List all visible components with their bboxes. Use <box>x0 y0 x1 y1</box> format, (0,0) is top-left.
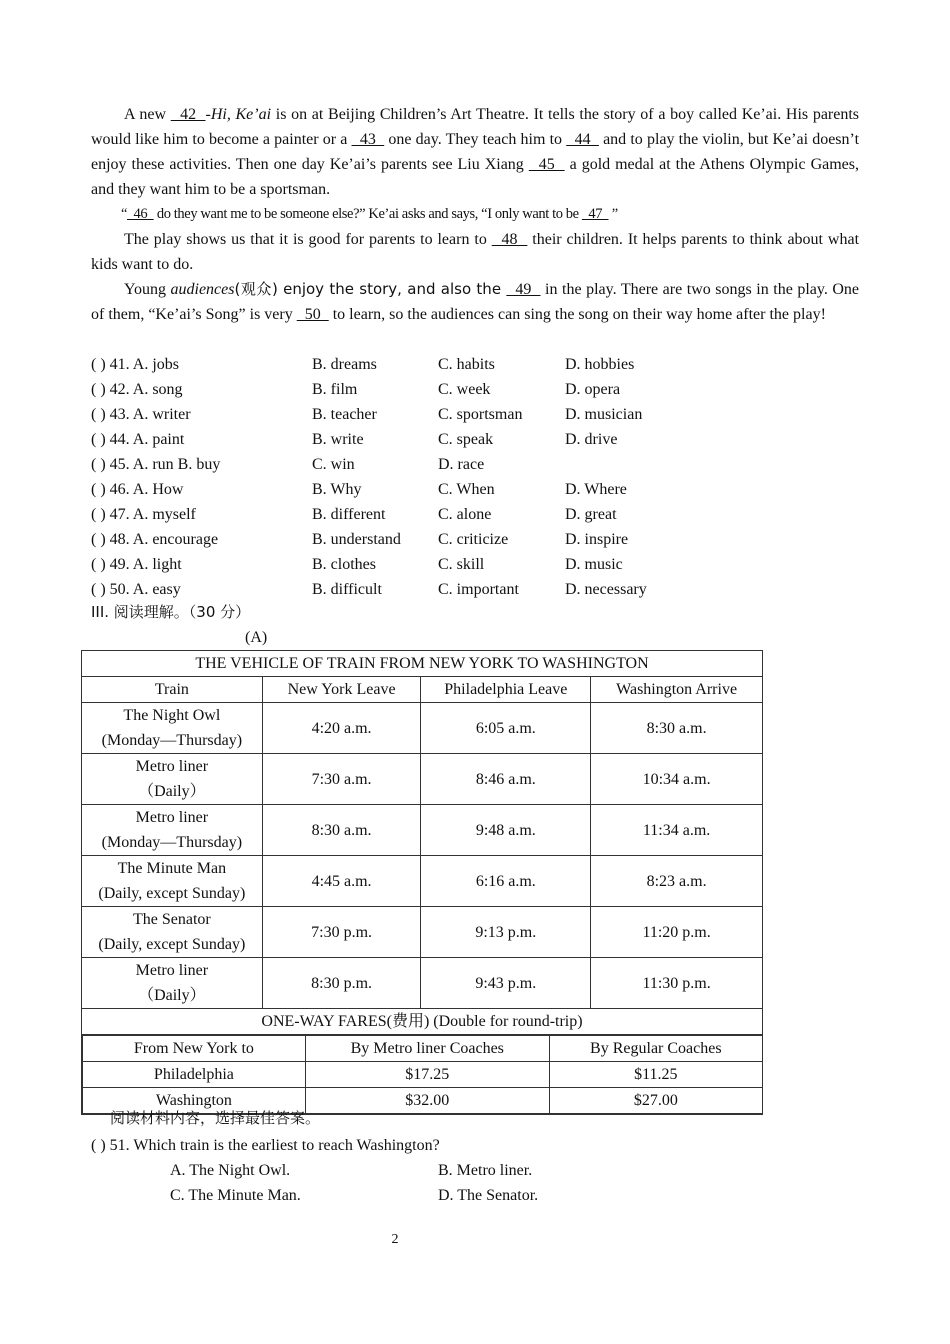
train-row <box>82 805 763 856</box>
new-york-leave: 4:45 a.m. <box>262 856 421 907</box>
passage-paragraph-1: A new 42 -Hi, Ke’ai is on at Beijing Children’s Art Theatre. It tells the story of a boy called Ke’ai. His parents would like him to become a painter or a 43 one day. They teach him to 44 and to play the violin, but Ke’ai doesn’t enjoy these activities. Then one day Ke’ai’s parents see Liu Xiang 45 a gold medal at the Athens Olympic Games, and they want him to be a sportsman. <box>91 106 860 198</box>
question-row <box>91 352 791 377</box>
fares-header: From New York to <box>83 1036 306 1062</box>
philadelphia-leave: 9:13 p.m. <box>421 907 591 958</box>
train-name: Metro liner <box>135 758 209 775</box>
train-name: The Minute Man <box>117 860 227 877</box>
philadelphia-leave: 6:16 a.m. <box>421 856 591 907</box>
option-c: C. skill <box>438 556 485 573</box>
option-d: D. drive <box>565 431 618 448</box>
instruction-text: 阅读材料内容，选择最佳答案。 <box>110 1109 321 1127</box>
question-row <box>91 377 791 402</box>
fare-regular: $27.00 <box>549 1088 762 1114</box>
new-york-leave: 8:30 p.m. <box>262 958 421 1009</box>
option-c: C. speak <box>438 431 494 448</box>
train-name: The Senator <box>132 911 211 928</box>
option-c: D. race <box>438 456 485 473</box>
option-d: D. musician <box>565 406 643 423</box>
blank-49: 49 <box>506 281 541 298</box>
blank-44: 44 <box>566 131 599 148</box>
train-row <box>82 907 763 958</box>
blank-42: 42 <box>170 106 206 123</box>
train-name-cell <box>82 703 263 754</box>
train-name: Metro liner <box>135 962 209 979</box>
option-b: B. difficult <box>312 581 382 598</box>
washington-arrive: 11:34 a.m. <box>591 805 763 856</box>
train-row <box>82 856 763 907</box>
option-b: B. film <box>312 381 358 398</box>
blank-48: 48 <box>491 231 528 248</box>
washington-arrive: 11:30 p.m. <box>591 958 763 1009</box>
question-number: ( ) 41. A. jobs <box>91 356 179 373</box>
question-number: ( ) 45. A. run B. buy <box>91 456 221 473</box>
train-name-cell <box>82 754 263 805</box>
passage-paragraph-4: Young audiences(观众) enjoy the story, and also the 49 in the play. There are two songs in the play. One of them, “Ke’ai’s Song” is very 50 to learn, so the audiences can sing the song on their way home after the play! <box>91 280 860 323</box>
washington-arrive: 11:20 p.m. <box>591 907 763 958</box>
column-header: Train <box>82 677 263 703</box>
train-days: (Daily, except Sunday) <box>98 885 246 902</box>
train-name-cell <box>82 805 263 856</box>
option-d: D. inspire <box>565 531 629 548</box>
question-number: ( ) 46. A. How <box>91 481 184 498</box>
option-d: D. necessary <box>565 581 647 598</box>
fare-metro: $32.00 <box>305 1088 549 1114</box>
option-b: B. teacher <box>312 406 377 423</box>
option-c: C. important <box>438 581 519 598</box>
question-row <box>91 452 791 477</box>
option-b: C. win <box>312 456 355 473</box>
philadelphia-leave: 8:46 a.m. <box>421 754 591 805</box>
fare-regular: $11.25 <box>549 1062 762 1088</box>
fares-header: By Regular Coaches <box>549 1036 762 1062</box>
fare-metro: $17.25 <box>305 1062 549 1088</box>
washington-arrive: 10:34 a.m. <box>591 754 763 805</box>
new-york-leave: 7:30 a.m. <box>262 754 421 805</box>
blank-50: 50 <box>296 306 329 323</box>
column-header: Philadelphia Leave <box>421 677 591 703</box>
fare-city: Washington <box>83 1088 306 1114</box>
option-d: D. opera <box>565 381 621 398</box>
question-51-option-a: A. The Night Owl. <box>170 1162 291 1179</box>
train-timetable <box>81 650 763 1115</box>
option-b: B. Why <box>312 481 362 498</box>
train-row <box>82 754 763 805</box>
question-row <box>91 577 791 602</box>
train-days: （Daily） <box>138 783 206 800</box>
question-number: ( ) 48. A. encourage <box>91 531 219 548</box>
column-header: Washington Arrive <box>591 677 763 703</box>
train-days: (Monday—Thursday) <box>101 732 243 749</box>
question-51-option-c: C. The Minute Man. <box>170 1187 301 1204</box>
question-row <box>91 527 791 552</box>
question-number: ( ) 44. A. paint <box>91 431 185 448</box>
fares-header: By Metro liner Coaches <box>305 1036 549 1062</box>
fares-table <box>82 1035 762 1114</box>
question-number: ( ) 50. A. easy <box>91 581 181 598</box>
train-name-cell <box>82 856 263 907</box>
option-c: C. habits <box>438 356 495 373</box>
question-row <box>91 552 791 577</box>
philadelphia-leave: 6:05 a.m. <box>421 703 591 754</box>
question-number: ( ) 49. A. light <box>91 556 182 573</box>
washington-arrive: 8:23 a.m. <box>591 856 763 907</box>
train-name: Metro liner <box>135 809 209 826</box>
option-c: C. criticize <box>438 531 509 548</box>
section-heading: III. 阅读理解。（30 分） <box>91 603 251 621</box>
column-header: New York Leave <box>262 677 421 703</box>
page-number: 2 <box>391 1232 399 1247</box>
option-d: D. hobbies <box>565 356 635 373</box>
option-b: B. dreams <box>312 356 377 373</box>
train-days: （Daily） <box>138 987 206 1004</box>
option-c: C. sportsman <box>438 406 523 423</box>
question-51-stem: ( ) 51. Which train is the earliest to reach Washington? <box>91 1137 440 1154</box>
option-b: B. understand <box>312 531 401 548</box>
timetable-title: THE VEHICLE OF TRAIN FROM NEW YORK TO WASHINGTON <box>82 651 763 677</box>
blank-45: 45 <box>528 156 565 173</box>
blank-46: 46 <box>127 206 154 222</box>
train-days: (Monday—Thursday) <box>101 834 243 851</box>
option-d: D. great <box>565 506 617 523</box>
blank-47: 47 <box>581 206 609 222</box>
blank-43: 43 <box>351 131 385 148</box>
train-name: The Night Owl <box>123 707 221 724</box>
question-number: ( ) 42. A. song <box>91 381 183 398</box>
philadelphia-leave: 9:48 a.m. <box>421 805 591 856</box>
play-title: Hi, Ke’ai <box>210 106 272 123</box>
question-51-option-b: B. Metro liner. <box>438 1162 533 1179</box>
option-d: D. Where <box>565 481 627 498</box>
train-days: (Daily, except Sunday) <box>98 936 246 953</box>
fares-title: ONE-WAY FARES(费用) (Double for round-trip) <box>82 1009 763 1035</box>
option-b: B. different <box>312 506 386 523</box>
washington-arrive: 8:30 a.m. <box>591 703 763 754</box>
question-row <box>91 402 791 427</box>
train-name-cell <box>82 958 263 1009</box>
option-c: C. When <box>438 481 495 498</box>
question-row <box>91 502 791 527</box>
question-number: ( ) 47. A. myself <box>91 506 196 523</box>
fare-city: Philadelphia <box>83 1062 306 1088</box>
new-york-leave: 7:30 p.m. <box>262 907 421 958</box>
question-51-option-d: D. The Senator. <box>438 1187 539 1204</box>
passage-paragraph-3: The play shows us that it is good for parents to learn to 48 their children. It helps parents to think about what kids want to do. <box>91 231 860 273</box>
new-york-leave: 4:20 a.m. <box>262 703 421 754</box>
option-c: C. week <box>438 381 491 398</box>
train-name-cell <box>82 907 263 958</box>
question-number: ( ) 43. A. writer <box>91 406 191 423</box>
new-york-leave: 8:30 a.m. <box>262 805 421 856</box>
section-subheading: (A) <box>245 629 268 646</box>
option-c: C. alone <box>438 506 492 523</box>
train-row <box>82 703 763 754</box>
passage-paragraph-2: “ 46 do they want me to be someone else?” Ke’ai asks and says, “I only want to be 47 ” <box>121 206 618 222</box>
train-row <box>82 958 763 1009</box>
philadelphia-leave: 9:43 p.m. <box>421 958 591 1009</box>
option-b: B. clothes <box>312 556 376 573</box>
option-b: B. write <box>312 431 364 448</box>
option-d: D. music <box>565 556 623 573</box>
question-row <box>91 427 791 452</box>
question-row <box>91 477 791 502</box>
